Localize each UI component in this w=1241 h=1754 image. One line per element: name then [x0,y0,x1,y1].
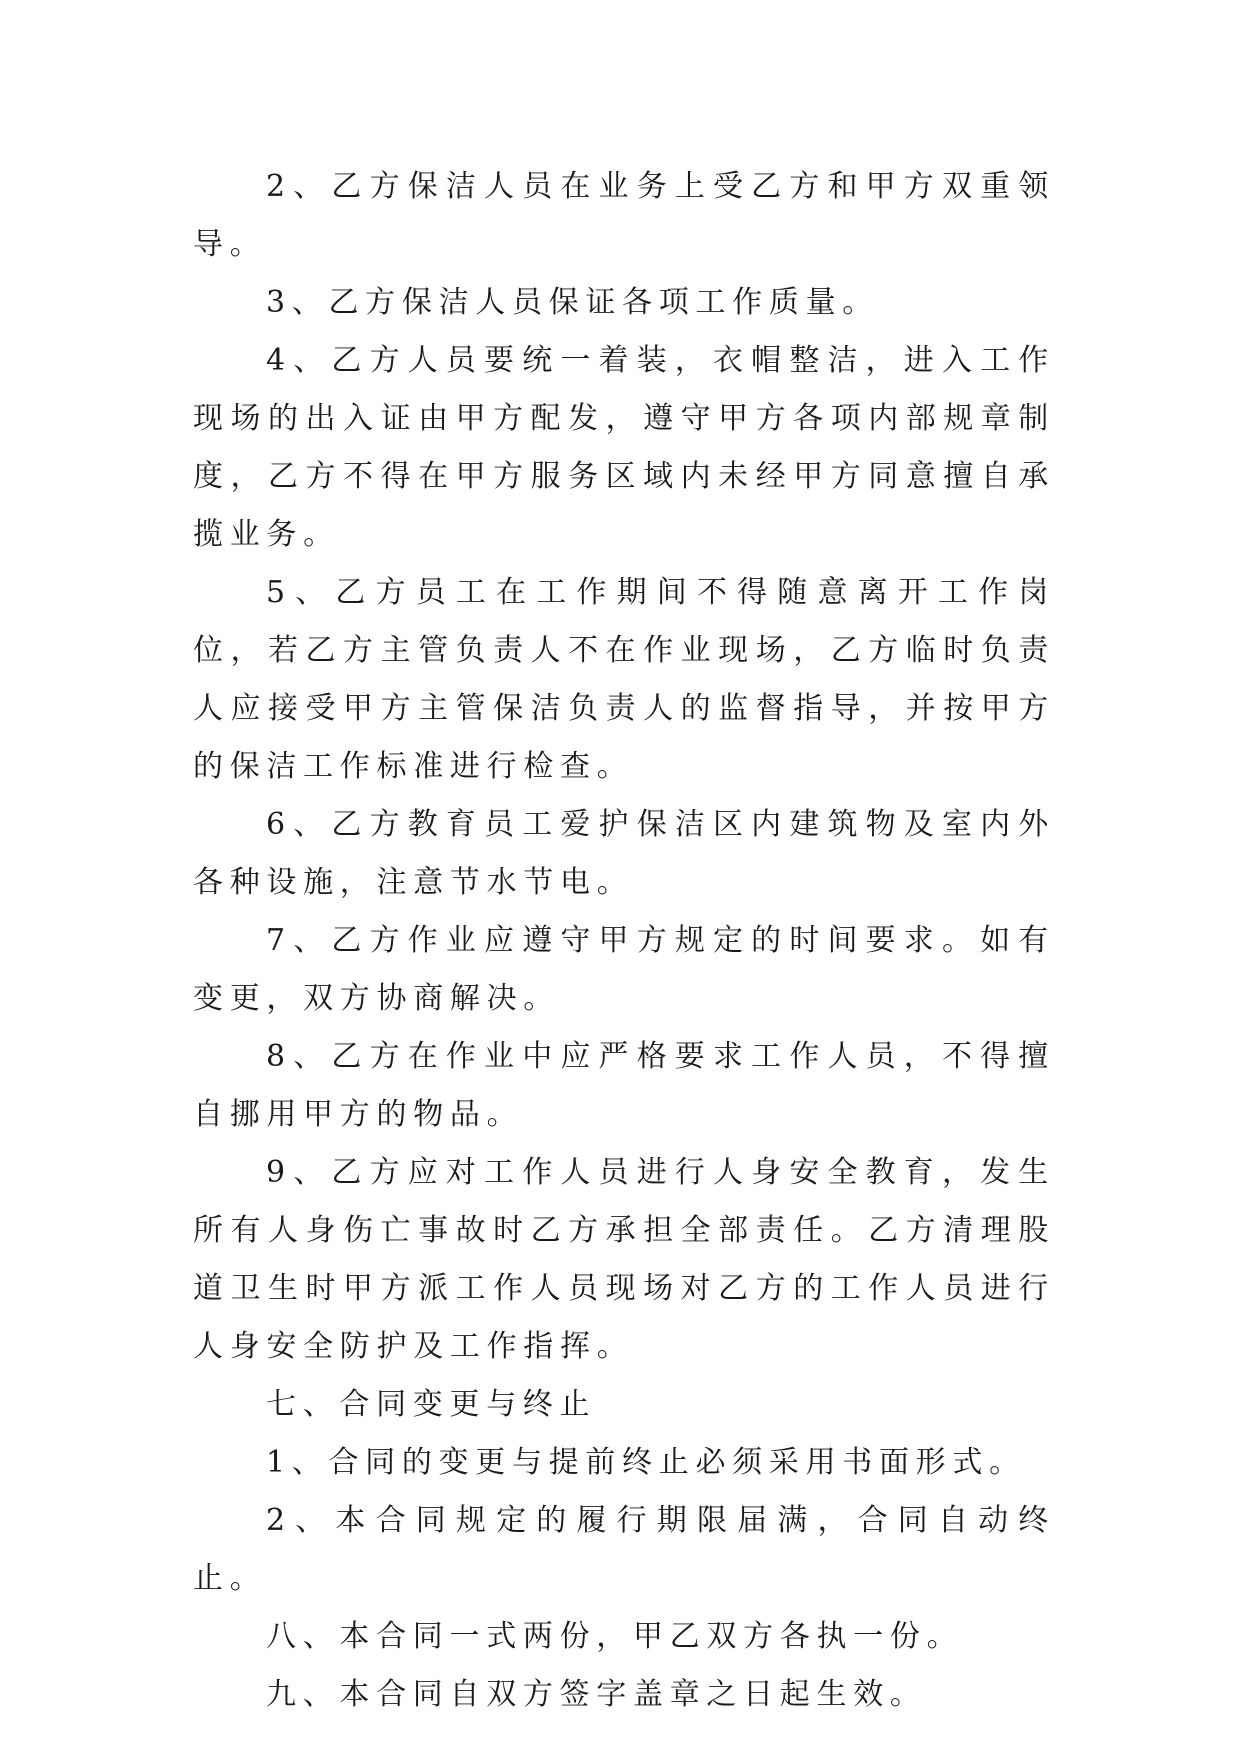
clause-3-work-quality: 3、乙方保洁人员保证各项工作质量。 [266,285,879,320]
section-8-copies: 八、本合同一式两份，甲乙双方各执一份。 [266,1619,964,1654]
section-7-clause-1: 1、合同的变更与提前终止必须采用书面形式。 [266,1445,1026,1480]
section-9-effective: 九、本合同自双方签字盖章之日起生效。 [266,1677,927,1712]
clause-5-post-and-supervision: 5、乙方员工在工作期间不得随意离开工作岗位，若乙方主管负责人不在作业现场，乙方临时负责人应接受甲方主管保洁负责人的监督指导，并按甲方的保洁工作标准进行检查。 [193,575,1055,784]
section-7-heading: 七、合同变更与终止 [266,1387,597,1422]
document-body [193,158,1055,1724]
clause-2-dual-leadership: 2、乙方保洁人员在业务上受乙方和甲方双重领导。 [193,169,1055,262]
clause-7-schedule: 7、乙方作业应遵守甲方规定的时间要求。如有变更，双方协商解决。 [193,923,1055,1016]
clause-4-uniform-and-rules: 4、乙方人员要统一着装，衣帽整洁，进入工作现场的出入证由甲方配发，遵守甲方各项内部规章制度，乙方不得在甲方服务区域内未经甲方同意擅自承揽业务。 [193,343,1055,552]
section-7-clause-2: 2、本合同规定的履行期限届满，合同自动终止。 [193,1503,1055,1596]
clause-9-safety: 9、乙方应对工作人员进行人身安全教育，发生所有人身伤亡事故时乙方承担全部责任。乙方清理股道卫生时甲方派工作人员现场对乙方的工作人员进行人身安全防护及工作指挥。 [193,1155,1055,1364]
clause-8-property: 8、乙方在作业中应严格要求工作人员，不得擅自挪用甲方的物品。 [193,1039,1055,1132]
clause-6-facility-care: 6、乙方教育员工爱护保洁区内建筑物及室内外各种设施，注意节水节电。 [193,807,1055,900]
